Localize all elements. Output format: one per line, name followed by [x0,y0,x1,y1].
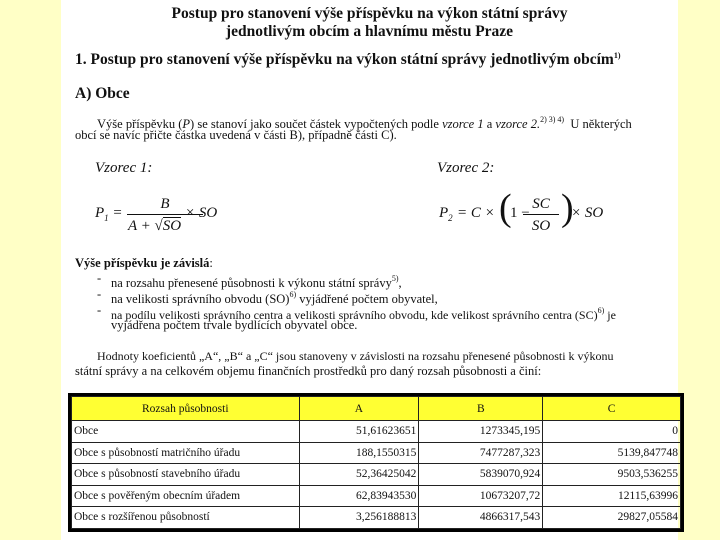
intro-text-2: ) se stanoví jako součet částek vypočtených podle [190,117,443,131]
bullet-dash: - [97,303,102,317]
depends-colon: : [209,256,213,270]
document-page [61,0,678,540]
table-cell-scope: Obce [72,421,300,443]
list-item [97,303,616,322]
intro-footnotes: 2) 3) 4) [540,115,565,124]
table-cell-a: 52,36425042 [299,464,419,486]
intro-vzorec1: vzorce 1 [442,117,484,131]
table-header-a: A [299,397,419,421]
list-item [97,287,438,306]
formula1-rhs: × SO [185,205,218,221]
list-item-3-sup: 6) [597,306,605,315]
section1-heading-text: 1. Postup pro stanovení výše příspěvku na výkon státní správy jednotlivým obcím [75,51,614,68]
formula2-fraction-bar [523,214,559,215]
table-header-b: B [419,397,543,421]
formula2-label: Vzorec 2: [437,160,495,176]
intro-and: a [483,117,496,131]
formula1-label: Vzorec 1: [95,160,153,176]
intro-p: P [182,117,191,131]
section1-footnote: 1) [613,51,621,60]
table-cell-a: 188,1550315 [299,442,419,464]
table-header-row [72,397,681,421]
list-item-3-tail: je [604,308,616,322]
formula1-den-sqrt: SO [162,218,182,234]
sqrt-icon: √ [154,218,163,234]
list-item-3-line2: vyjádřena počtem trvale bydlících obyvatel obce. [111,318,358,332]
formula1-sub: 1 [104,213,109,223]
intro-text-1: Výše příspěvku ( [97,117,183,131]
table-cell-c: 12115,63996 [543,485,681,507]
table-row [72,464,681,486]
formula1-denominator [128,218,181,235]
formula2-lhs [439,205,453,223]
formula1-lhs: $P_1$ = [95,205,123,223]
table-cell-a: 62,83943530 [299,485,419,507]
table-header-c: C [543,397,681,421]
intro-line2: obcí se navíc přičte částka uvedená v části B), případně části C). [75,128,397,142]
formula2-rhs: × SO [571,205,604,221]
formula2-one: 1 − [510,205,530,221]
section-a-heading: A) Obce [75,85,130,102]
table-cell-c: 0 [543,421,681,443]
formula2-denominator: SO [531,218,551,234]
table-header-scope: Rozsah působnosti [72,397,300,421]
formula1-den-a: A + [128,218,155,234]
bullet-dash: - [97,271,102,285]
table-cell-b: 10673207,72 [419,485,543,507]
table-cell-scope: Obce s působností stavebního úřadu [72,464,300,486]
table-row [72,485,681,507]
table-row [72,421,681,443]
table-row [72,507,681,529]
coef-line2: státní správy a na celkovém objemu finančních prostředků pro daný rozsah působnosti a činí: [75,364,542,378]
list-item [97,271,402,290]
section1-heading [75,51,621,69]
depends-heading [75,256,213,271]
table-cell-b: 1273345,195 [419,421,543,443]
formula2-numerator: SC [532,196,550,212]
table-cell-scope: Obce s rozšířenou působností [72,507,300,529]
coef-line1: Hodnoty koeficientů „A“, „B“ a „C“ jsou stanoveny v závislosti na rozsahu přenesené působnosti k výkonu [97,349,614,363]
table-cell-b: 7477287,323 [419,442,543,464]
list-item-1-sup: 5) [391,274,399,283]
list-item-2-tail: vyjádřené počtem obyvatel, [296,292,438,306]
formula1-numerator: B [160,196,170,212]
intro-vzorec2: vzorce 2. [495,117,541,131]
table-cell-b: 5839070,924 [419,464,543,486]
table-cell-a: 51,61623651 [299,421,419,443]
list-item-2-sup: 6) [289,290,297,299]
table-row [72,442,681,464]
formula2-c-part: = C × [457,205,495,221]
list-item-1-text: na rozsahu přenesené působnosti k výkonu státní správy [111,276,392,290]
table-cell-a: 3,256188813 [299,507,419,529]
table-cell-c: 29827,05584 [543,507,681,529]
table-cell-scope: Obce s pověřeným obecním úřadem [72,485,300,507]
table-cell-b: 4866317,543 [419,507,543,529]
list-item-2-text: na velikosti správního obvodu (SO) [111,292,290,306]
coefficients-table [71,396,681,529]
bullet-dash: - [97,287,102,301]
formula2-p: P [439,205,449,221]
intro-text-3: U některých [570,117,632,131]
formula2-right-paren: ) [561,187,574,229]
table-cell-c: 9503,536255 [543,464,681,486]
depends-heading-text: Výše příspěvku je závislá [75,256,210,270]
document-title-line1: Postup pro stanovení výše příspěvku na výkon státní správy [171,5,568,22]
formula1-p: P [95,205,105,221]
document-title-line2: jednotlivým obcím a hlavnímu městu Praze [225,23,514,40]
list-item-1-tail: , [398,276,402,290]
formula2-sub: 2 [448,213,453,223]
formula2-left-paren: ( [499,187,512,229]
table-cell-scope: Obce s působností matričního úřadu [72,442,300,464]
table-cell-c: 5139,847748 [543,442,681,464]
list-item-3-text: na podílu velikosti správního centra a velikosti správního obvodu, kde velikost správního centra (SC) [111,308,598,322]
